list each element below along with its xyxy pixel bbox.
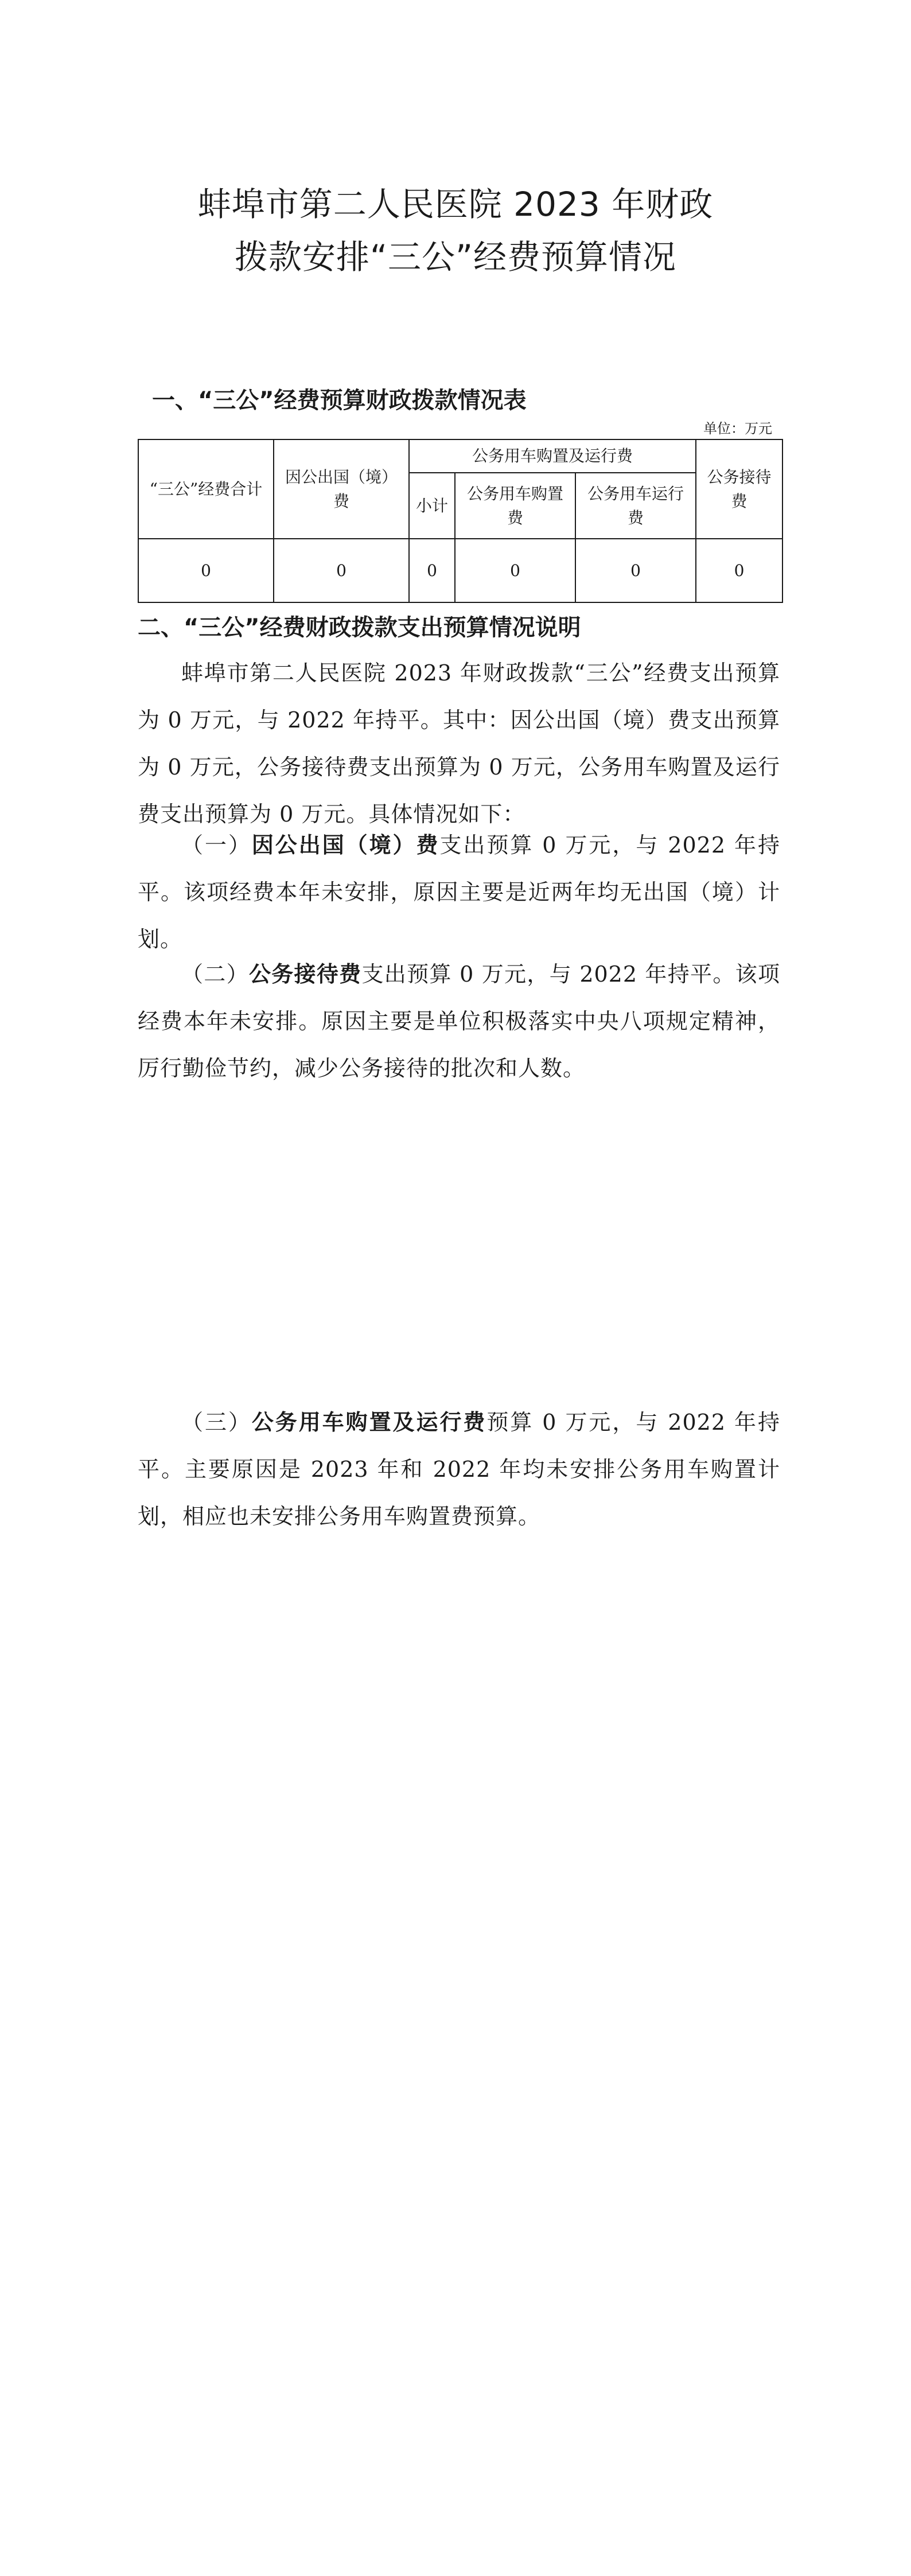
header-subtotal: 小计	[409, 473, 455, 539]
paragraph-vehicle	[138, 1399, 780, 1540]
item-text: 支出预算 0 万元，与 2022 年持平。该项经费本年未安排，原因主要是近两年均无出国（境）计划。	[138, 832, 780, 952]
cell-subtotal: 0	[409, 539, 455, 602]
header-vehicle-purchase: 公务用车购置费	[455, 473, 575, 539]
cell-total: 0	[138, 539, 274, 602]
intro-paragraph: 蚌埠市第二人民医院 2023 年财政拨款“三公”经费支出预算为 0 万元，与 2022 年持平。其中：因公出国（境）费支出预算为 0 万元，公务接待费支出预算为 0 万元，公务用车购置及运行费支出预算为 0 万元。具体情况如下：	[138, 660, 780, 827]
item-title: 因公出国（境）费	[251, 832, 440, 858]
cell-abroad: 0	[274, 539, 409, 602]
table-header-row	[138, 439, 782, 473]
item-text: 支出预算 0 万元，与 2022 年持平。该项经费本年未安排。原因主要是单位积极落实中央八项规定精神，厉行勤俭节约，减少公务接待的批次和人数。	[138, 962, 780, 1081]
document-title	[0, 178, 911, 283]
header-vehicle-operation: 公务用车运行费	[575, 473, 696, 539]
header-reception: 公务接待费	[696, 439, 782, 539]
budget-table	[138, 439, 783, 603]
unit-label: 单位：万元	[703, 421, 772, 437]
title-line-2: 拨款安排“三公”经费预算情况	[234, 238, 677, 277]
cell-vehicle-purchase: 0	[455, 539, 575, 602]
section-2-heading: 二、“三公”经费财政拨款支出预算情况说明	[138, 614, 581, 641]
paragraph-abroad	[138, 822, 780, 963]
section-1-heading: 一、“三公”经费预算财政拨款情况表	[152, 387, 527, 414]
cell-reception: 0	[696, 539, 782, 602]
paragraph-reception	[138, 951, 780, 1092]
cell-vehicle-operation: 0	[575, 539, 696, 602]
item-title: 公务接待费	[248, 962, 362, 987]
item-text: 预算 0 万元，与 2022 年持平。主要原因是 2023 年和 2022 年均未安排公务用车购置计划，相应也未安排公务用车购置费预算。	[138, 1410, 780, 1529]
header-vehicle-group: 公务用车购置及运行费	[409, 439, 696, 473]
item-prefix: （一）	[181, 832, 252, 858]
item-title: 公务用车购置及运行费	[251, 1410, 487, 1435]
title-line-1: 蚌埠市第二人民医院 2023 年财政	[197, 185, 714, 224]
item-prefix: （三）	[181, 1410, 252, 1435]
header-abroad: 因公出国（境）费	[274, 439, 409, 539]
table-row	[138, 539, 782, 602]
header-total: “三公”经费合计	[138, 439, 274, 539]
item-prefix: （二）	[181, 962, 249, 987]
